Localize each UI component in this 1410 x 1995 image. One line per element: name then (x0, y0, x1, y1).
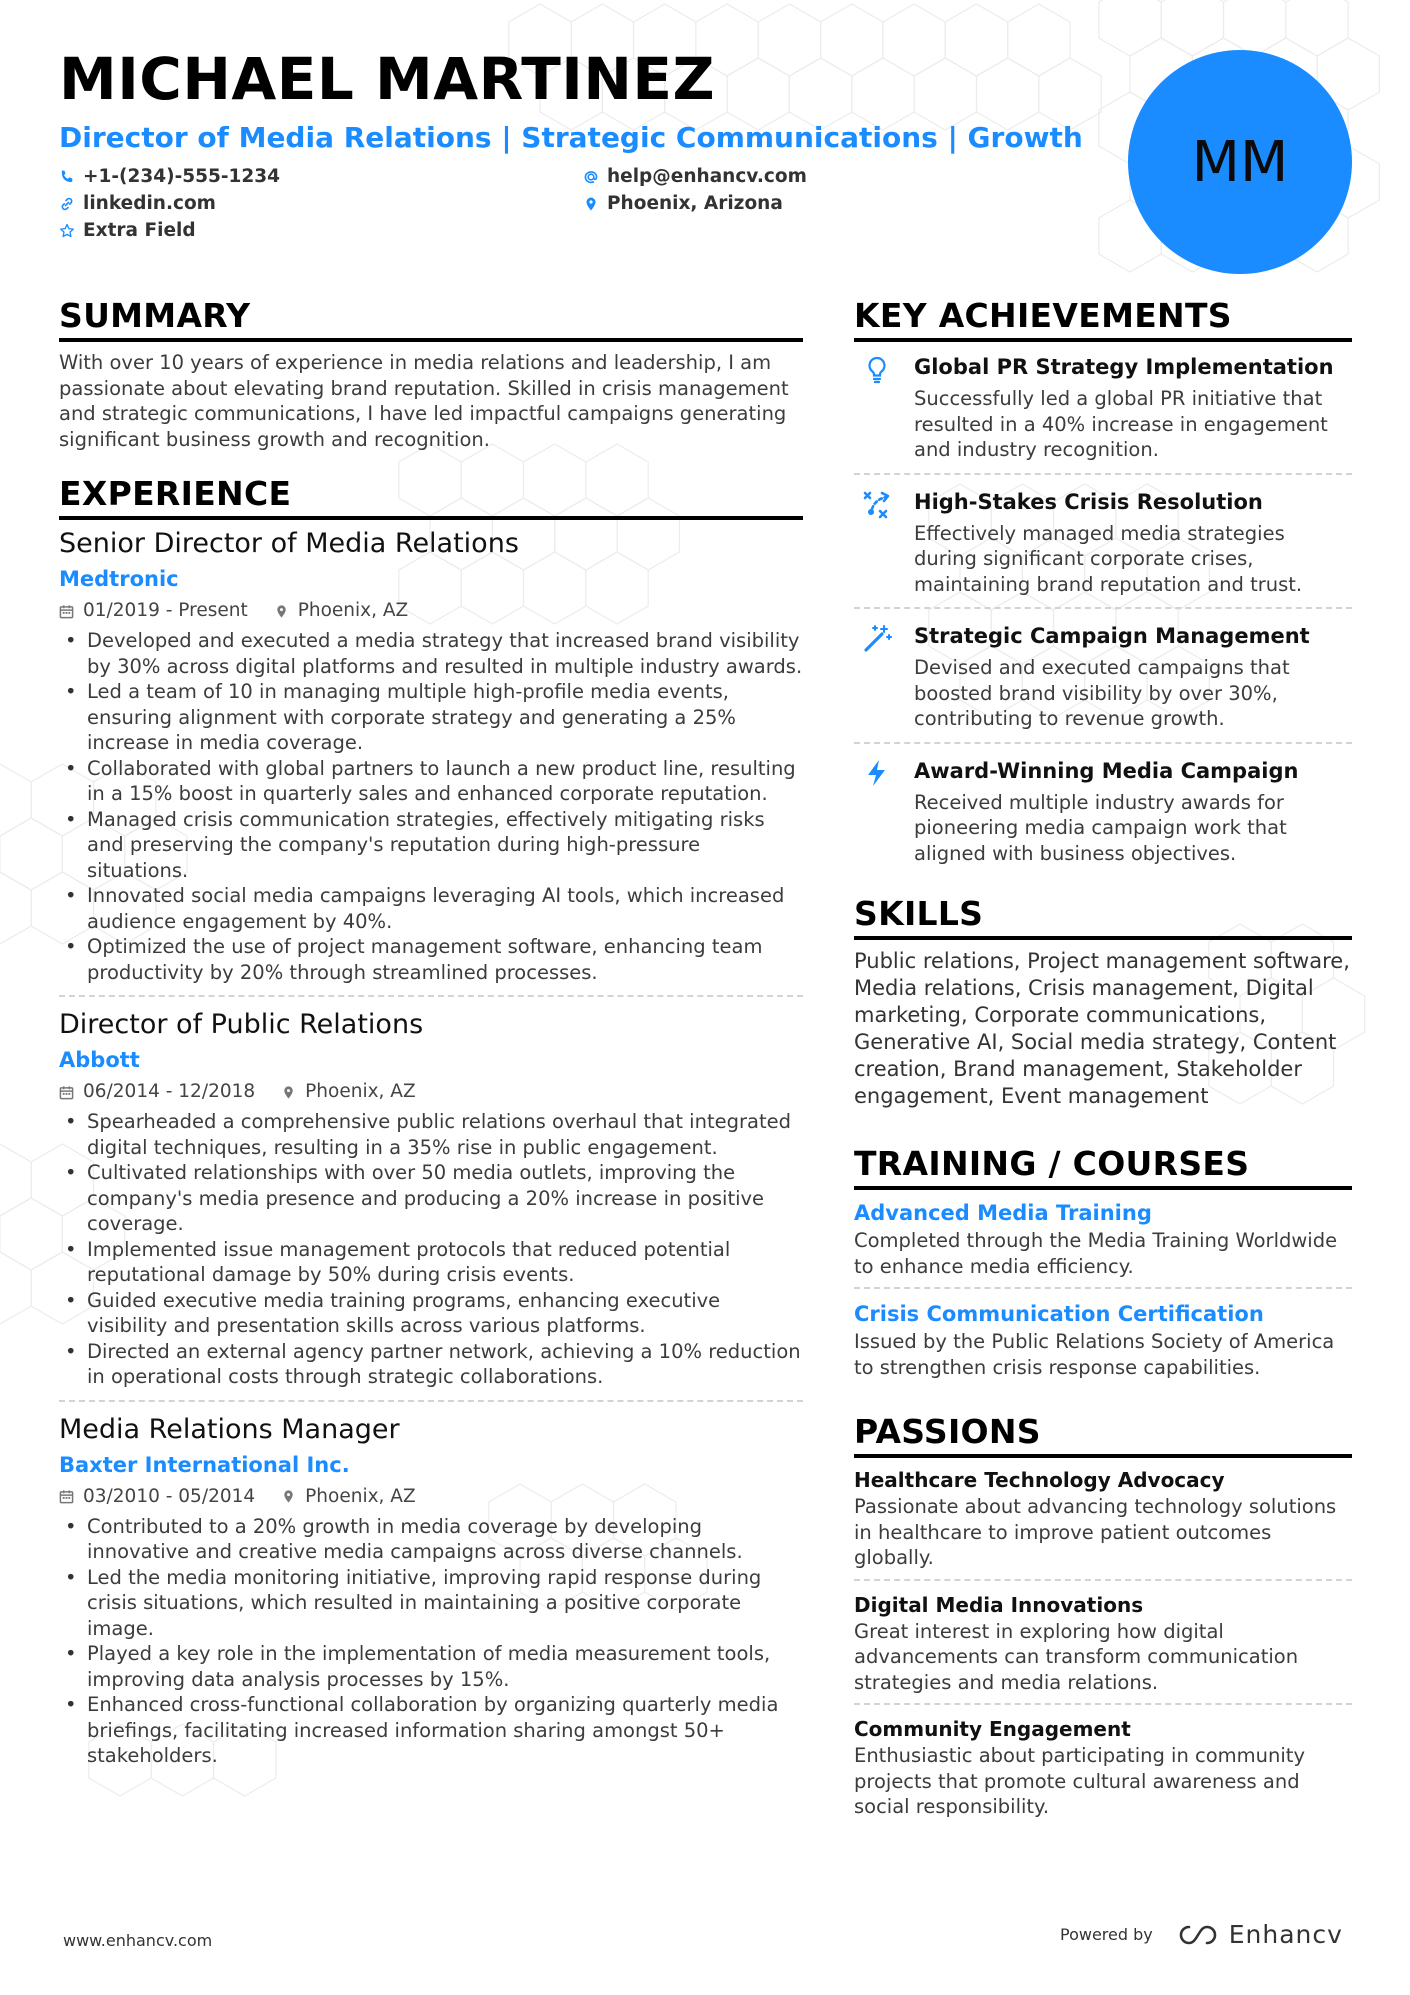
calendar-icon (59, 1489, 74, 1504)
job-location (281, 1079, 416, 1105)
achievement-desc: Successfully led a global PR initiative that resulted in a 40% increase in engagement and industry recognition. (914, 387, 1328, 461)
achievement-item (854, 487, 1352, 610)
bullet-item: • Innovated social media campaigns leveraging AI tools, which increased audience engagement by 40%. (59, 883, 803, 934)
bullet-item: • Guided executive media training programs, enhancing executive visibility and presentation skills across various platforms. (59, 1288, 803, 1339)
job-meta (59, 1484, 803, 1510)
contact-location (583, 193, 783, 214)
bullet-item: • Collaborated with global partners to launch a new product line, resulting in a 15% boost in quarterly sales and enhanced corporate reputation. (59, 756, 803, 807)
company-name: Baxter International Inc. (59, 1452, 350, 1477)
phone-icon (59, 169, 75, 185)
bullet-item: • Contributed to a 20% growth in media coverage by developing innovative and creative media campaigns across diverse channels. (59, 1514, 803, 1565)
company-name: Medtronic (59, 567, 179, 591)
footer-website[interactable]: www.enhancv.com (63, 1931, 213, 1950)
candidate-name: MICHAEL MARTINEZ (59, 45, 716, 113)
course-desc: Issued by the Public Relations Society of America to strengthen crisis response capabilities. (854, 1330, 1335, 1379)
achievements-section (854, 296, 1352, 876)
candidate-headline: Director of Media Relations | Strategic Communications | Growth (59, 121, 1083, 154)
link-icon (59, 196, 75, 212)
job-title: Director of Public Relations (59, 1009, 424, 1040)
course-item (854, 1198, 1352, 1289)
course-item (854, 1299, 1352, 1388)
experience-item (59, 526, 803, 997)
achievement-desc: Devised and executed campaigns that boosted brand visibility by over 30%, contributing to revenue growth. (914, 656, 1290, 730)
contact-phone[interactable] (59, 166, 280, 187)
course-title: Advanced Media Training (854, 1201, 1152, 1225)
bullet-item: • Enhanced cross-functional collaboration by organizing quarterly media briefings, facilitating increased information sharing amongst 50+ stakeholders. (59, 1692, 803, 1769)
job-bullets (59, 628, 803, 985)
enhancv-logo-icon (1177, 1922, 1223, 1948)
powered-by-text: Powered by (1060, 1925, 1153, 1944)
job-location (274, 598, 409, 624)
achievement-title: Global PR Strategy Implementation (914, 355, 1334, 379)
summary-heading: SUMMARY (59, 296, 803, 342)
job-dates-text: 03/2010 - 05/2014 (83, 1485, 256, 1507)
bullet-item: • Led a team of 10 in managing multiple high-profile media events, ensuring alignment with corporate strategy and generating a 25% increase in media coverage. (59, 679, 803, 756)
bullet-item: • Led the media monitoring initiative, improving rapid response during crisis situations, which resulted in maintaining a positive corporate image. (59, 1565, 803, 1642)
training-section (854, 1144, 1352, 1388)
job-meta (59, 1079, 803, 1105)
course-title: Crisis Communication Certification (854, 1302, 1264, 1326)
job-location (281, 1484, 416, 1510)
lightning-bolt-icon (854, 756, 914, 867)
summary-section (59, 296, 803, 452)
contact-extra (59, 220, 196, 241)
at-icon (583, 169, 599, 185)
passion-item (854, 1591, 1352, 1706)
job-bullets (59, 1109, 803, 1390)
bullet-item: • Directed an external agency partner network, achieving a 10% reduction in operational costs through strategic collaborations. (59, 1339, 803, 1390)
passion-desc: Passionate about advancing technology solutions in healthcare to improve patient outcomes globally. (854, 1495, 1337, 1569)
job-dates (59, 1079, 255, 1105)
job-title: Media Relations Manager (59, 1413, 400, 1445)
crisis-arrows-icon (854, 487, 914, 598)
linkedin-text: linkedin.com (83, 193, 216, 214)
job-bullets (59, 1514, 803, 1769)
training-heading: TRAINING / COURSES (854, 1144, 1352, 1190)
contact-email[interactable] (583, 166, 807, 187)
calendar-icon (59, 604, 74, 619)
summary-text: With over 10 years of experience in media relations and leadership, I am passionate about elevating brand reputation. Skilled in crisis management and strategic communications, I have led impactful campaigns generating significant business growth and recognition. (59, 351, 789, 451)
job-dates (59, 598, 248, 624)
passions-section (854, 1412, 1352, 1828)
achievement-desc: Received multiple industry awards for pioneering media campaign work that aligned with business objectives. (914, 790, 1287, 865)
achievement-title: Strategic Campaign Management (914, 624, 1310, 648)
job-dates (59, 1484, 255, 1510)
bullet-item: • Managed crisis communication strategies, effectively mitigating risks and preserving the company's reputation during high-pressure situations. (59, 807, 803, 884)
achievement-title: High-Stakes Crisis Resolution (914, 489, 1263, 514)
job-dates-text: 01/2019 - Present (83, 600, 248, 621)
magic-wand-icon (854, 621, 914, 732)
achievement-item (854, 352, 1352, 475)
footer-branding (1060, 1920, 1343, 1949)
passion-item (854, 1466, 1352, 1581)
location-pin-icon (274, 604, 289, 619)
extra-field-text: Extra Field (83, 220, 196, 241)
contact-info (59, 162, 1059, 246)
location-pin-icon (583, 196, 599, 212)
job-dates-text: 06/2014 - 12/2018 (83, 1081, 256, 1102)
passion-item (854, 1715, 1352, 1828)
experience-heading: EXPERIENCE (59, 474, 803, 520)
experience-item (59, 1007, 803, 1402)
job-meta (59, 598, 803, 624)
lightbulb-icon (854, 352, 914, 463)
passions-heading: PASSIONS (854, 1412, 1352, 1458)
enhancv-logo[interactable] (1177, 1920, 1343, 1949)
contact-linkedin[interactable] (59, 193, 216, 214)
achievements-heading: KEY ACHIEVEMENTS (854, 296, 1352, 342)
passion-desc: Enthusiastic about participating in community projects that promote cultural awareness and social responsibility. (854, 1744, 1305, 1818)
achievement-title: Award-Winning Media Campaign (914, 758, 1299, 783)
passion-title: Digital Media Innovations (854, 1592, 1144, 1617)
passion-title: Healthcare Technology Advocacy (854, 1468, 1225, 1492)
achievement-item (854, 621, 1352, 744)
skills-heading: SKILLS (854, 894, 1352, 940)
calendar-icon (59, 1085, 74, 1100)
course-desc: Completed through the Media Training Worldwide to enhance media efficiency. (854, 1229, 1338, 1278)
job-location-text: Phoenix, AZ (297, 600, 409, 621)
passion-title: Community Engagement (854, 1717, 1131, 1741)
right-column (854, 296, 1352, 1838)
bullet-item: • Played a key role in the implementation of media measurement tools, improving data analysis processes by 15%. (59, 1641, 803, 1692)
job-location-text: Phoenix, AZ (305, 1081, 416, 1102)
bullet-item: • Optimized the use of project management software, enhancing team productivity by 20% through streamlined processes. (59, 934, 803, 985)
passion-desc: Great interest in exploring how digital advancements can transform communication strategies and media relations. (854, 1619, 1299, 1694)
experience-section (59, 474, 803, 1779)
bullet-item: • Implemented issue management protocols that reduced potential reputational damage by 50% during crisis events. (59, 1237, 803, 1288)
bullet-item: • Cultivated relationships with over 50 media outlets, improving the company's media presence and producing a 20% increase in positive coverage. (59, 1160, 803, 1237)
phone-text: +1-(234)-555-1234 (83, 166, 281, 187)
location-pin-icon (281, 1085, 296, 1100)
left-column (59, 296, 803, 1789)
job-location-text: Phoenix, AZ (305, 1485, 416, 1507)
achievement-item (854, 756, 1352, 877)
location-text: Phoenix, Arizona (607, 193, 783, 214)
email-text: help@enhancv.com (607, 166, 807, 187)
skills-text: Public relations, Project management software, Media relations, Crisis management, Digital marketing, Corporate communications, Generative AI, Social media strategy, Content creation, Brand management, Stakeholder engagement, Event management (854, 949, 1350, 1108)
brand-name: Enhancv (1228, 1920, 1343, 1949)
star-icon (59, 223, 75, 239)
bullet-item: • Developed and executed a media strategy that increased brand visibility by 30% across digital platforms and resulted in multiple industry awards. (59, 628, 803, 679)
experience-item (59, 1412, 803, 1779)
location-pin-icon (281, 1489, 296, 1504)
job-title: Senior Director of Media Relations (59, 528, 519, 559)
avatar-initials: MM (1191, 129, 1289, 195)
bullet-item: • Spearheaded a comprehensive public relations overhaul that integrated digital techniques, resulting in a 35% rise in public engagement. (59, 1109, 803, 1160)
skills-section (854, 894, 1352, 1110)
achievement-desc: Effectively managed media strategies during significant corporate crises, maintaining brand reputation and trust. (914, 521, 1303, 596)
avatar (1128, 50, 1352, 274)
company-name: Abbott (59, 1048, 140, 1072)
resume-header (59, 42, 1083, 246)
